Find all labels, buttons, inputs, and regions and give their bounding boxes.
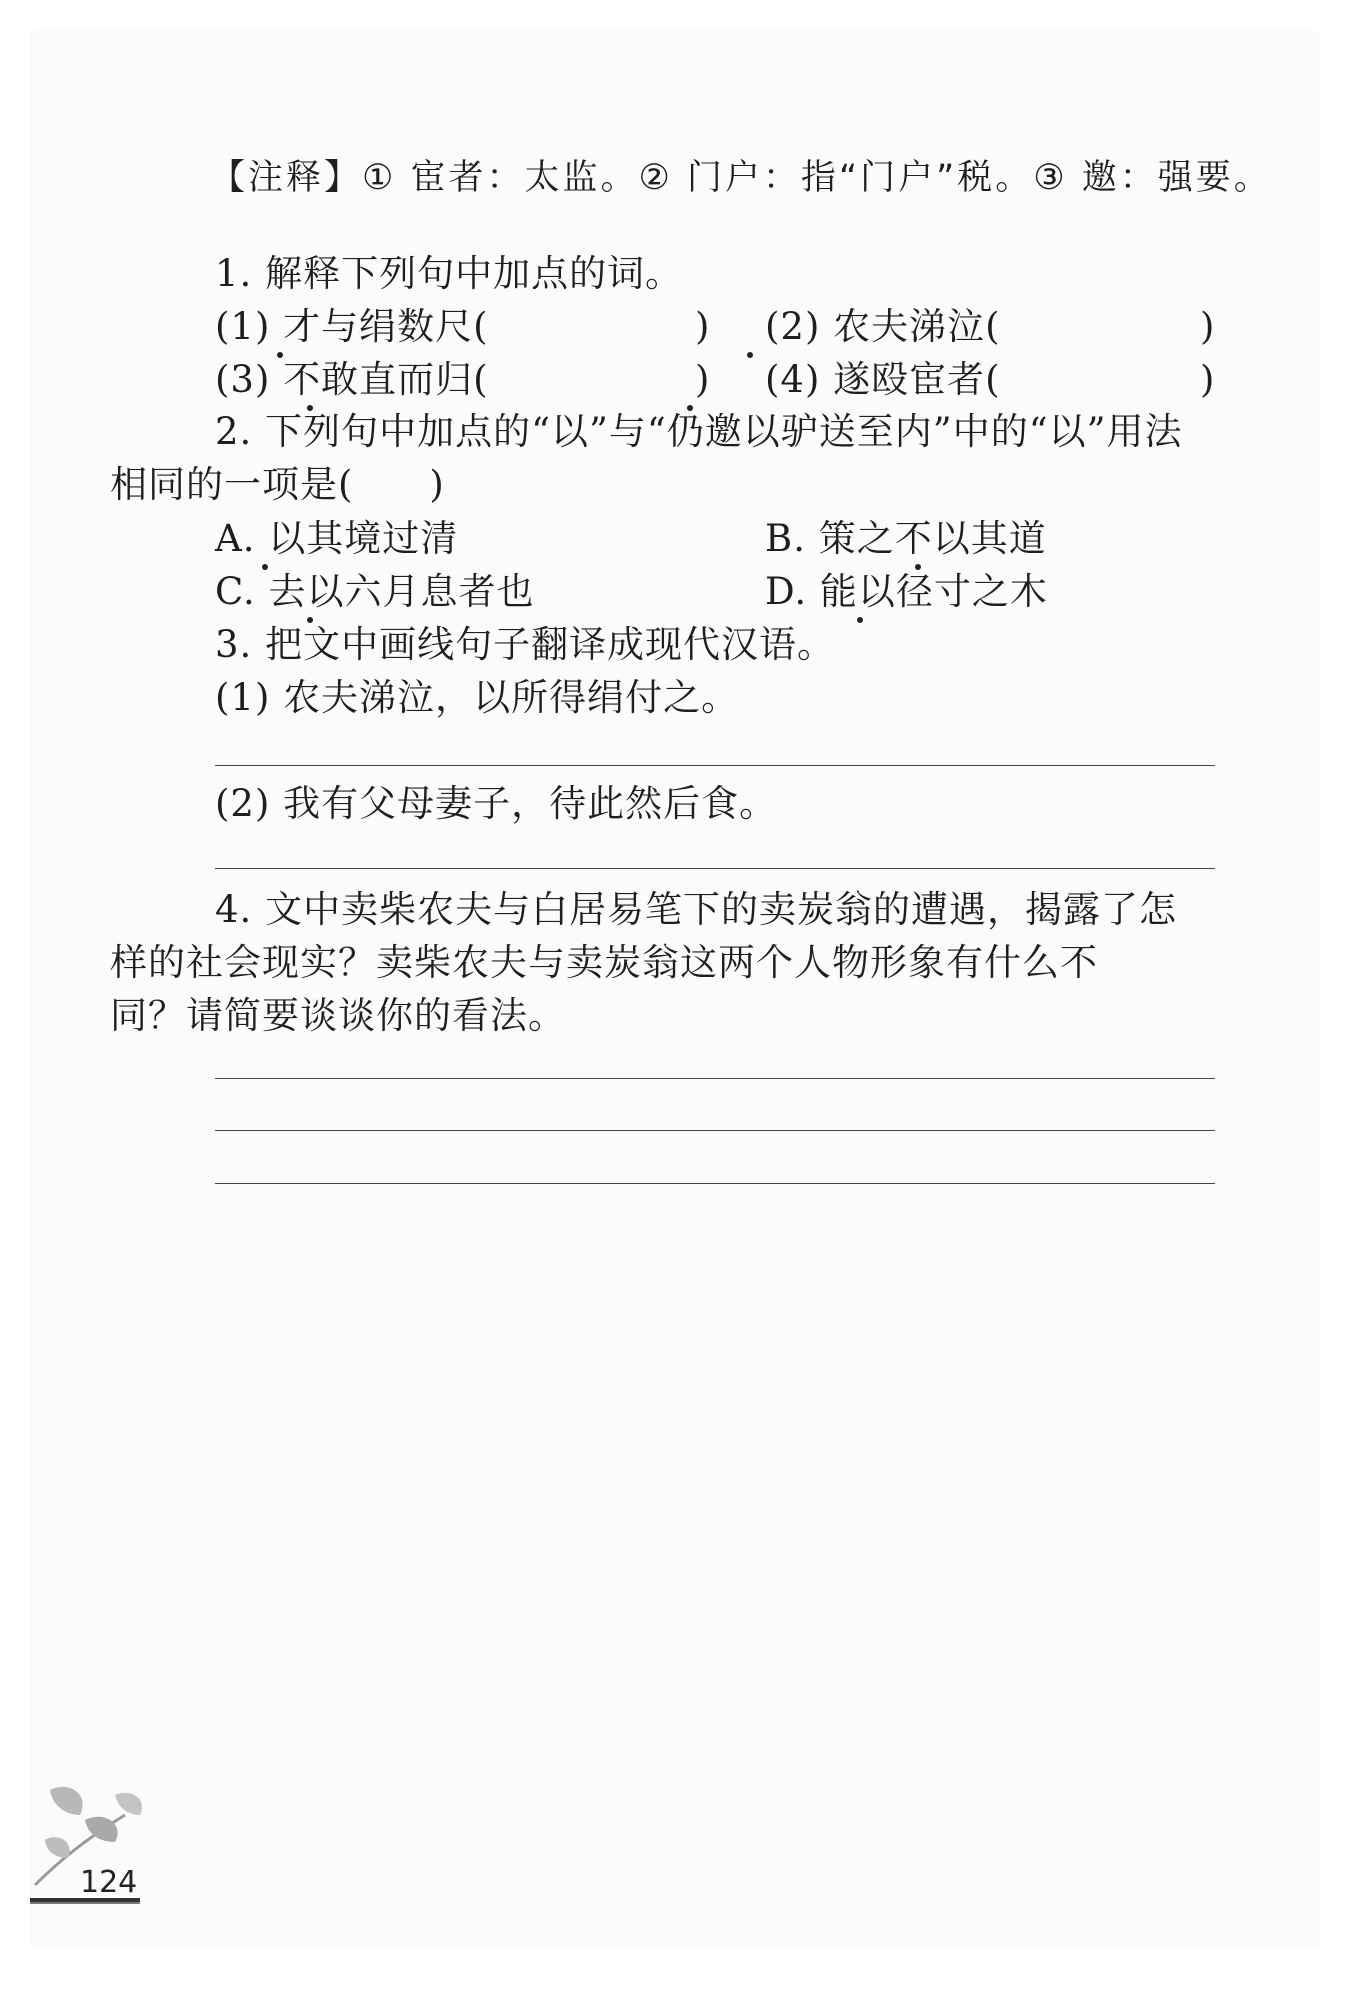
answer-line xyxy=(215,868,1215,869)
page-number-underline xyxy=(30,1902,140,1904)
q1-item-2-label: (2) 农夫涕泣( xyxy=(765,305,1001,348)
question-1-stem: 1. 解释下列句中加点的词。 xyxy=(215,252,684,295)
question-4-line-2: 样的社会现实？卖柴农夫与卖炭翁这两个人物形象有什么不 xyxy=(110,941,1098,984)
question-4-line-3: 同？请简要谈谈你的看法。 xyxy=(110,994,566,1037)
emphasis-dot xyxy=(747,352,753,358)
page-number: 124 xyxy=(80,1865,138,1900)
answer-line xyxy=(215,1078,1215,1079)
answer-line xyxy=(215,765,1215,766)
answer-line xyxy=(215,1183,1215,1184)
question-3-stem: 3. 把文中画线句子翻译成现代汉语。 xyxy=(215,623,836,666)
question-4-line-1: 4. 文中卖柴农夫与白居易笔下的卖炭翁的遭遇，揭露了怎 xyxy=(215,888,1178,931)
q2-option-a: A. 以其境过清 xyxy=(215,517,459,560)
q2-option-c: C. 去以六月息者也 xyxy=(215,570,535,613)
question-2-stem-line-2: 相同的一项是( ) xyxy=(110,463,445,506)
q1-item-3-close: ) xyxy=(695,358,711,401)
emphasis-dot xyxy=(857,617,863,623)
q2-option-d: D. 能以径寸之木 xyxy=(765,570,1048,613)
emphasis-dot xyxy=(915,564,921,570)
question-3-sub-2: (2) 我有父母妻子，待此然后食。 xyxy=(215,782,778,825)
q1-item-4-label: (4) 遂殴宦者( xyxy=(765,358,1001,401)
answer-line xyxy=(215,1130,1215,1131)
q2-option-b: B. 策之不以其道 xyxy=(765,517,1047,560)
q1-item-1-label: (1) 才与绢数尺( xyxy=(215,305,489,348)
question-2-stem-line-1: 2. 下列句中加点的“以”与“仍邀以驴送至内”中的“以”用法 xyxy=(215,410,1183,453)
emphasis-dot xyxy=(277,352,283,358)
q1-item-4-close: ) xyxy=(1200,358,1216,401)
question-3-sub-1: (1) 农夫涕泣，以所得绢付之。 xyxy=(215,676,740,719)
q1-item-3-label: (3) 不敢直而归( xyxy=(215,358,489,401)
emphasis-dot xyxy=(262,564,268,570)
workbook-page xyxy=(30,30,1320,1950)
q1-item-2-close: ) xyxy=(1200,305,1216,348)
annotation-notes: 【注释】① 宦者：太监。② 门户：指“门户”税。③ 邀：强要。 xyxy=(210,158,1272,198)
q1-item-1-close: ) xyxy=(695,305,711,348)
